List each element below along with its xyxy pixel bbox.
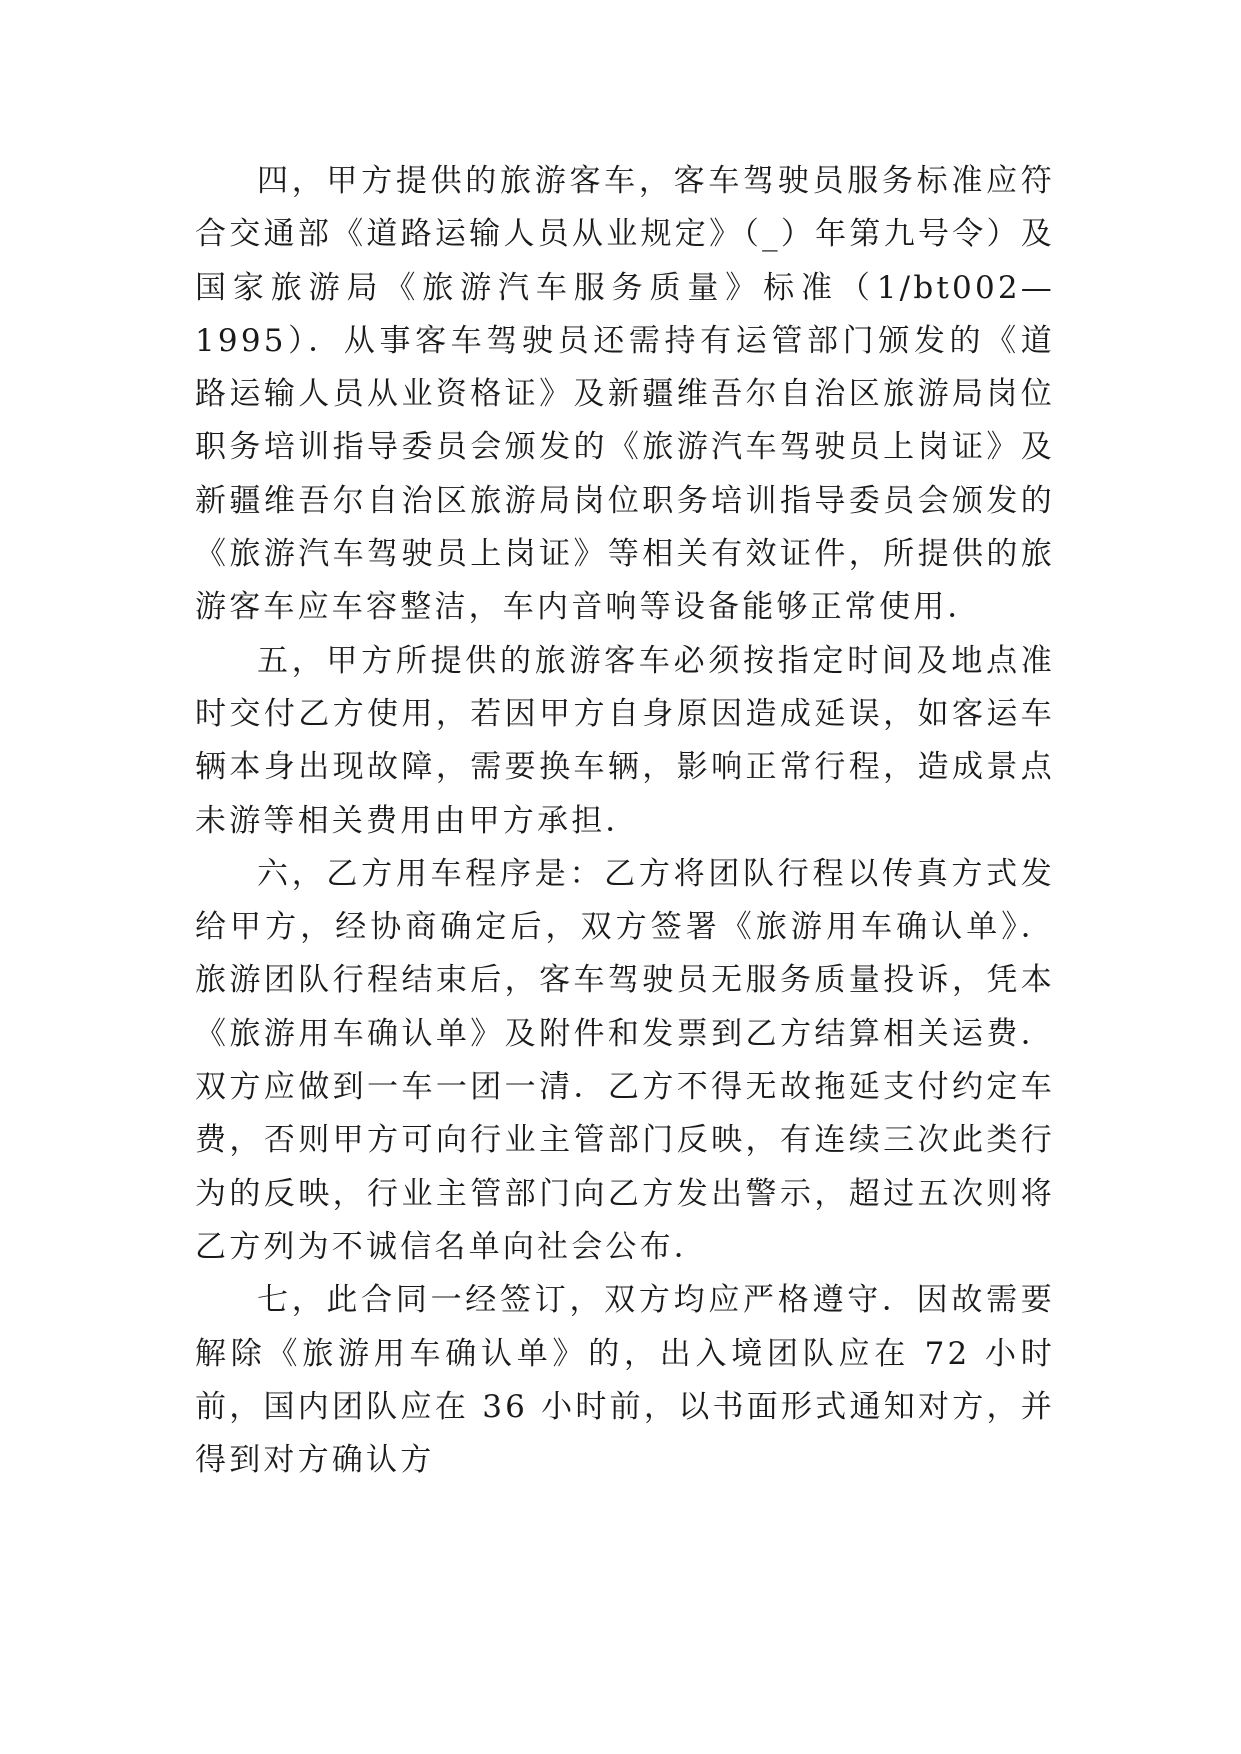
clause-seven-paragraph: 七，此合同一经签订，双方均应严格遵守．因故需要解除《旅游用车确认单》的，出入境团队应在 72 小时前，国内团队应在 36 小时前，以书面形式通知对方，并得到对方确认方: [195, 1282, 1055, 1479]
clause-five-paragraph: 五，甲方所提供的旅游客车必须按指定时间及地点准时交付乙方使用，若因甲方自身原因造成延误，如客运车辆本身出现故障，需要换车辆，影响正常行程，造成景点未游等相关费用由甲方承担．: [195, 642, 1055, 839]
clause-six-paragraph: 六，乙方用车程序是：乙方将团队行程以传真方式发给甲方，经协商确定后，双方签署《旅游用车确认单》．旅游团队行程结束后，客车驾驶员无服务质量投诉，凭本《旅游用车确认单》及附件和发票到乙方结算相关运费．双方应做到一车一团一清．乙方不得无故拖延支付约定车费，否则甲方可向行业主管部门反映，有连续三次此类行为的反映，行业主管部门向乙方发出警示，超过五次则将乙方列为不诚信名单向社会公布．: [195, 855, 1055, 1265]
document-body: [195, 155, 1055, 1487]
clause-four-paragraph: 四，甲方提供的旅游客车，客车驾驶员服务标准应符合交通部《道路运输人员从业规定》（_）年第九号令）及国家旅游局《旅游汽车服务质量》标准（1/bt002—1995）．从事客车驾驶员还需持有运管部门颁发的《道路运输人员从业资格证》及新疆维吾尔自治区旅游局岗位职务培训指导委员会颁发的《旅游汽车驾驶员上岗证》及新疆维吾尔自治区旅游局岗位职务培训指导委员会颁发的《旅游汽车驾驶员上岗证》等相关有效证件，所提供的旅游客车应车容整洁，车内音响等设备能够正常使用．: [195, 163, 1055, 626]
